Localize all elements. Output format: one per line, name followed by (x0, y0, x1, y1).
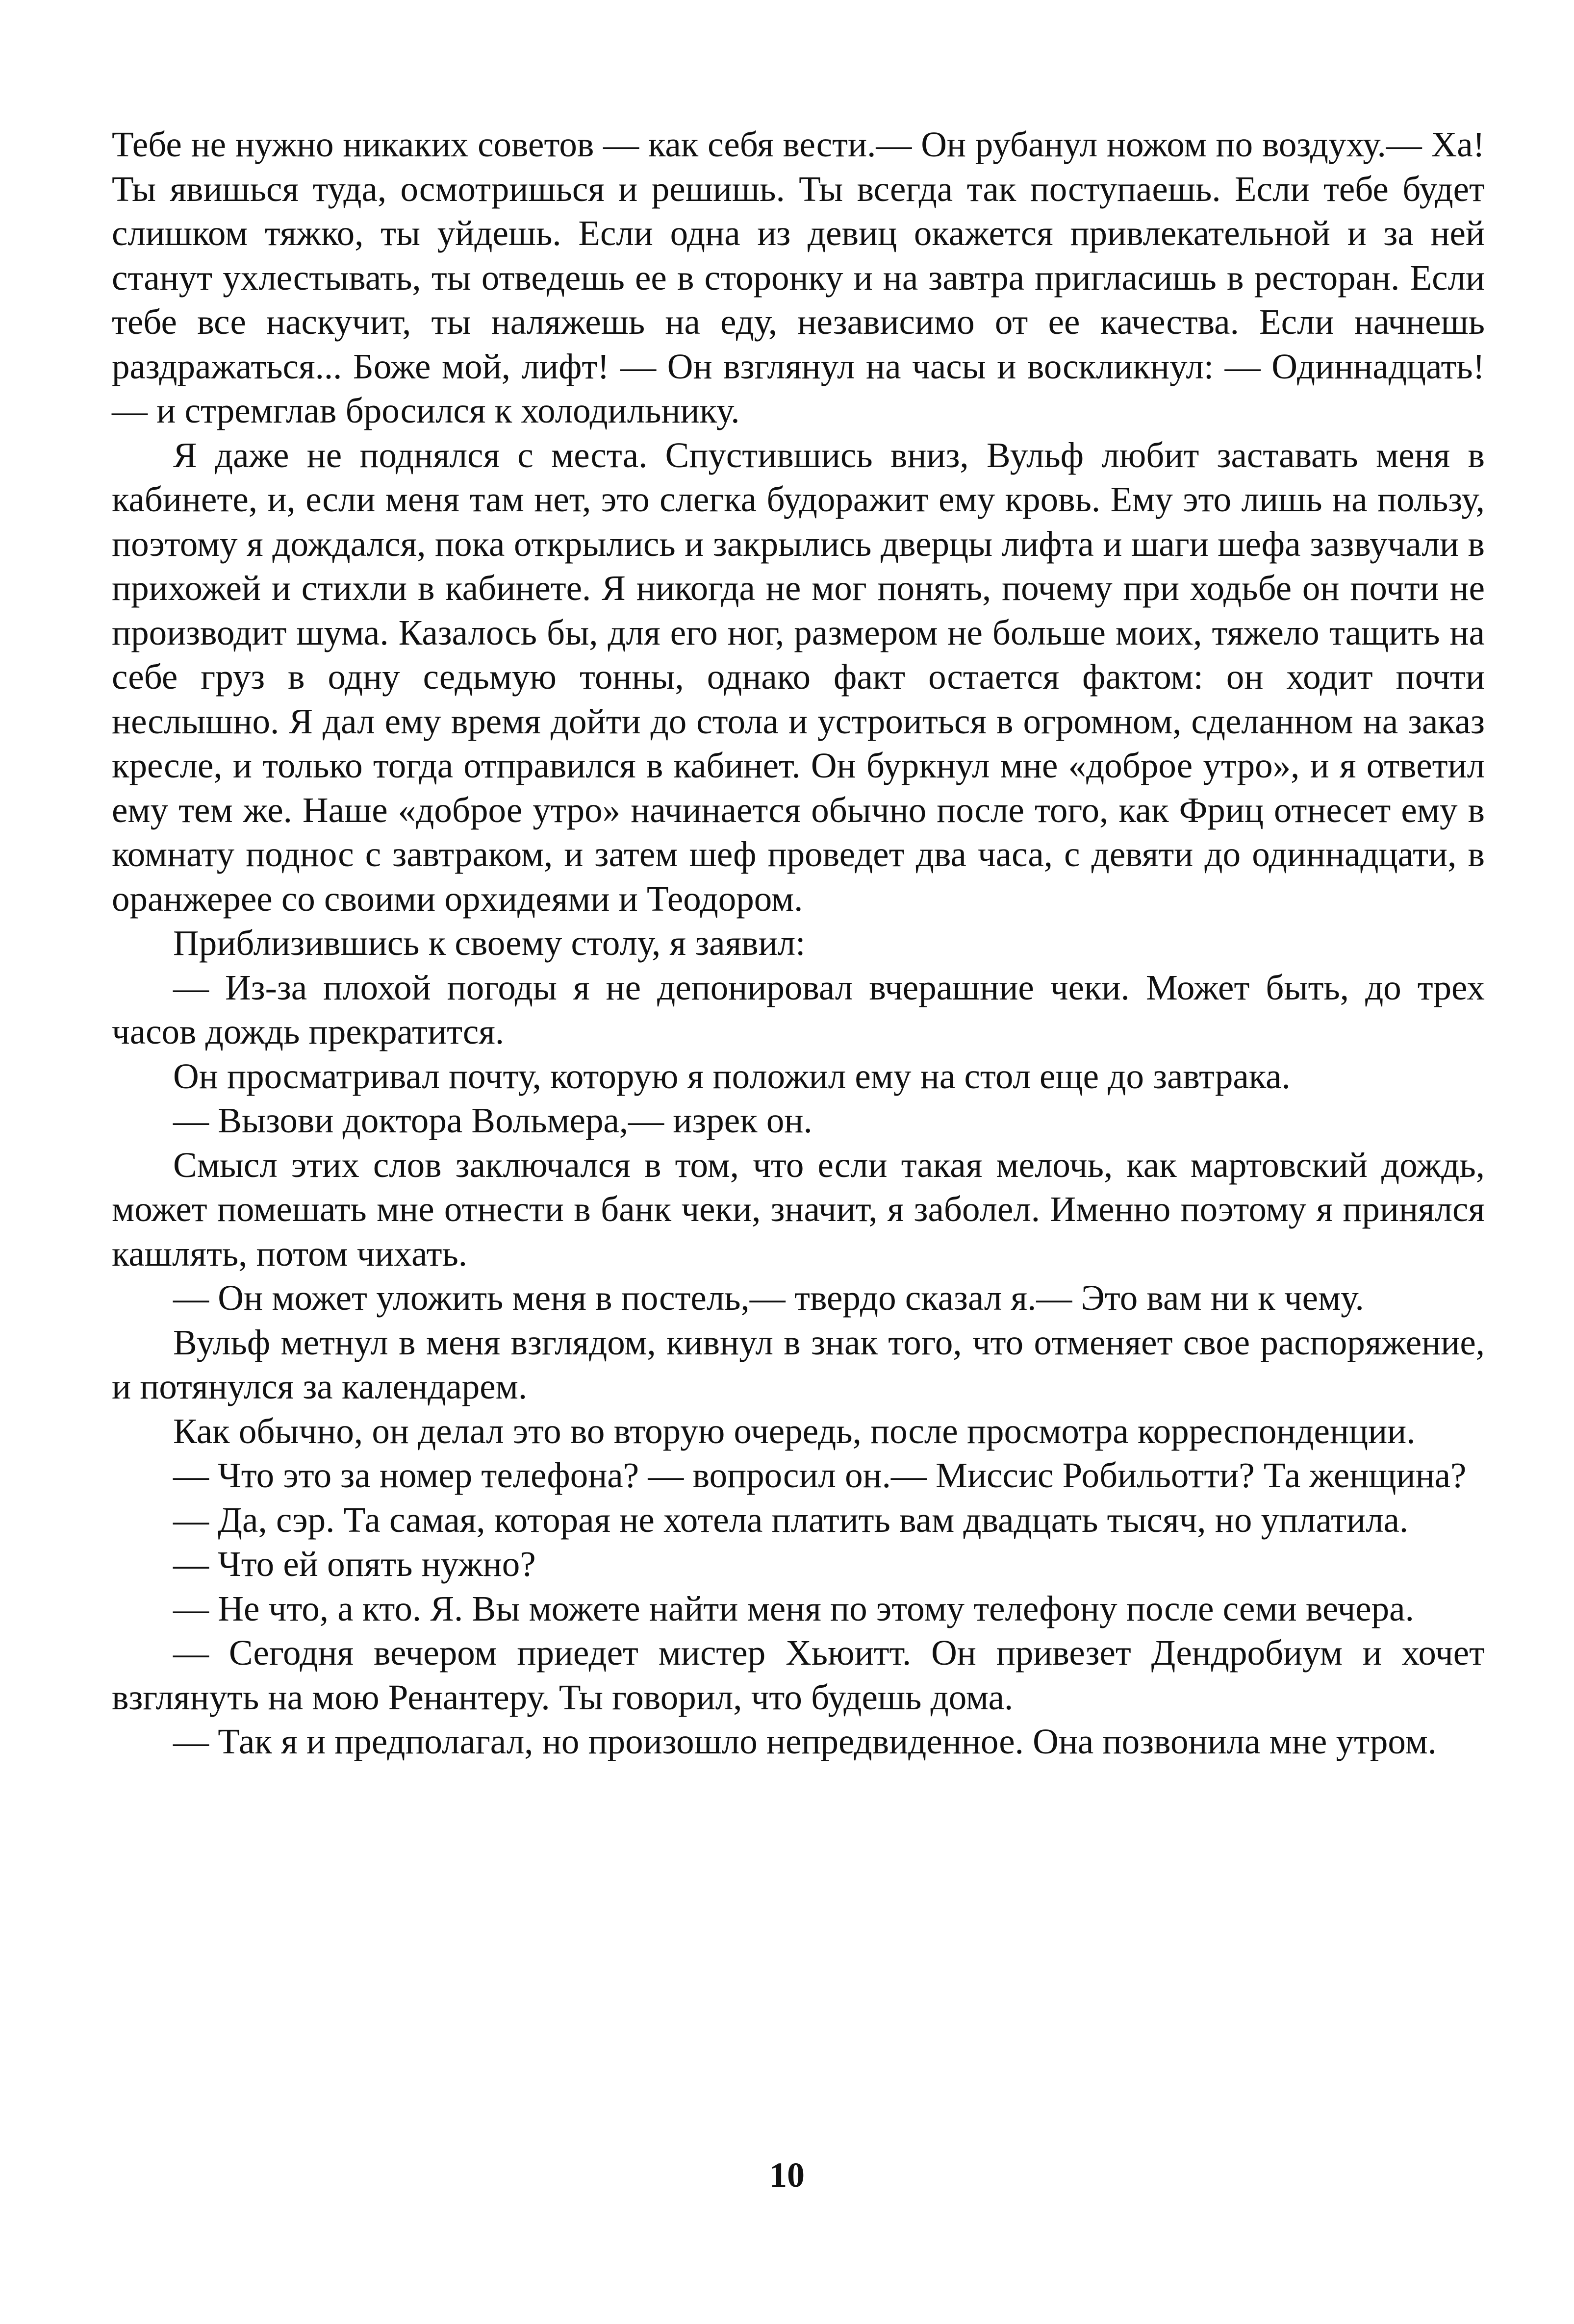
paragraph-5: Он просматривал почту, которую я положил ему на стол еще до завтрака. (173, 1056, 1291, 1096)
paragraph-1: Тебе не нужно никаких советов — как себя вести.— Он рубанул ножом по воздуху.— Ха! Ты явишься туда, осмотришься и решишь. Ты всегда так поступаешь. Если тебе будет слишком тяжко, ты уйдешь. Если одна из девиц окажется привлекательной и за ней станут ухлестывать, ты отведешь ее в сторонку и на завтра пригласишь в ресторан. Если тебе все наскучит, ты наляжешь на еду, независимо от ее качества. Если начнешь раздражаться... Боже мой, лифт! — Он взглянул на часы и воскликнул: — Одиннадцать! — и стремглав бросился к холодильнику. (112, 125, 1485, 430)
page-body-text (112, 123, 1485, 1764)
paragraph-3: Приблизившись к своему столу, я заявил: (173, 923, 806, 963)
paragraph-8: — Он может уложить меня в постель,— твердо сказал я.— Это вам ни к чему. (173, 1278, 1364, 1318)
paragraph-14: — Не что, а кто. Я. Вы можете найти меня по этому телефону после семи вечера. (173, 1588, 1414, 1628)
paragraph-16: — Так я и предполагал, но произошло непредвиденное. Она позвонила мне утром. (173, 1722, 1437, 1761)
paragraph-11: — Что это за номер телефона? — вопросил он.— Миссис Робильотти? Та женщина? (173, 1455, 1467, 1495)
paragraph-12: — Да, сэр. Та самая, которая не хотела платить вам двадцать тысяч, но уплатила. (173, 1499, 1409, 1540)
paragraph-2: Я даже не поднялся с места. Спустившись вниз, Вульф любит заставать меня в кабинете, и, если меня там нет, это слегка будоражит ему кровь. Ему это лишь на пользу, поэтому я дождался, пока открылись и закрылись дверцы лифта и шаги шефа зазвучали в прихожей и стихли в кабинете. Я никогда не мог понять, почему при ходьбе он почти не производит шума. Казалось бы, для его ног, размером не больше моих, тяжело тащить на себе груз в одну седьмую тонны, однако факт остается фактом: он ходит почти неслышно. Я дал ему время дойти до стола и устроиться в огромном, сделанном на заказ кресле, и только тогда отправился в кабинет. Он буркнул мне «доброе утро», и я ответил ему тем же. Наше «доброе утро» начинается обычно после того, как Фриц отнесет ему в комнату поднос с завтраком, и затем шеф проведет два часа, с девяти до одиннадцати, в оранжерее со своими орхидеями и Теодором. (112, 435, 1485, 919)
paragraph-15: — Сегодня вечером приедет мистер Хьюитт. Он привезет Дендробиум и хочет взглянуть на мою Ренантеру. Ты говорил, что будешь дома. (112, 1633, 1485, 1717)
paragraph-6: — Вызови доктора Вольмера,— изрек он. (173, 1100, 812, 1140)
paragraph-4: — Из-за плохой погоды я не депонировал вчерашние чеки. Может быть, до трех часов дождь прекратится. (112, 967, 1485, 1051)
paragraph-13: — Что ей опять нужно? (173, 1544, 536, 1584)
paragraph-9: Вульф метнул в меня взглядом, кивнул в знак того, что отменяет свое распоряжение, и потянулся за календарем. (112, 1322, 1485, 1406)
paragraph-10: Как обычно, он делал это во вторую очередь, после просмотра корреспонденции. (173, 1411, 1416, 1451)
paragraph-7: Смысл этих слов заключался в том, что если такая мелочь, как мартовский дождь, может помешать мне отнести в банк чеки, значит, я заболел. Именно поэтому я принялся кашлять, потом чихать. (112, 1145, 1485, 1274)
page-number: 10 (769, 2155, 805, 2195)
